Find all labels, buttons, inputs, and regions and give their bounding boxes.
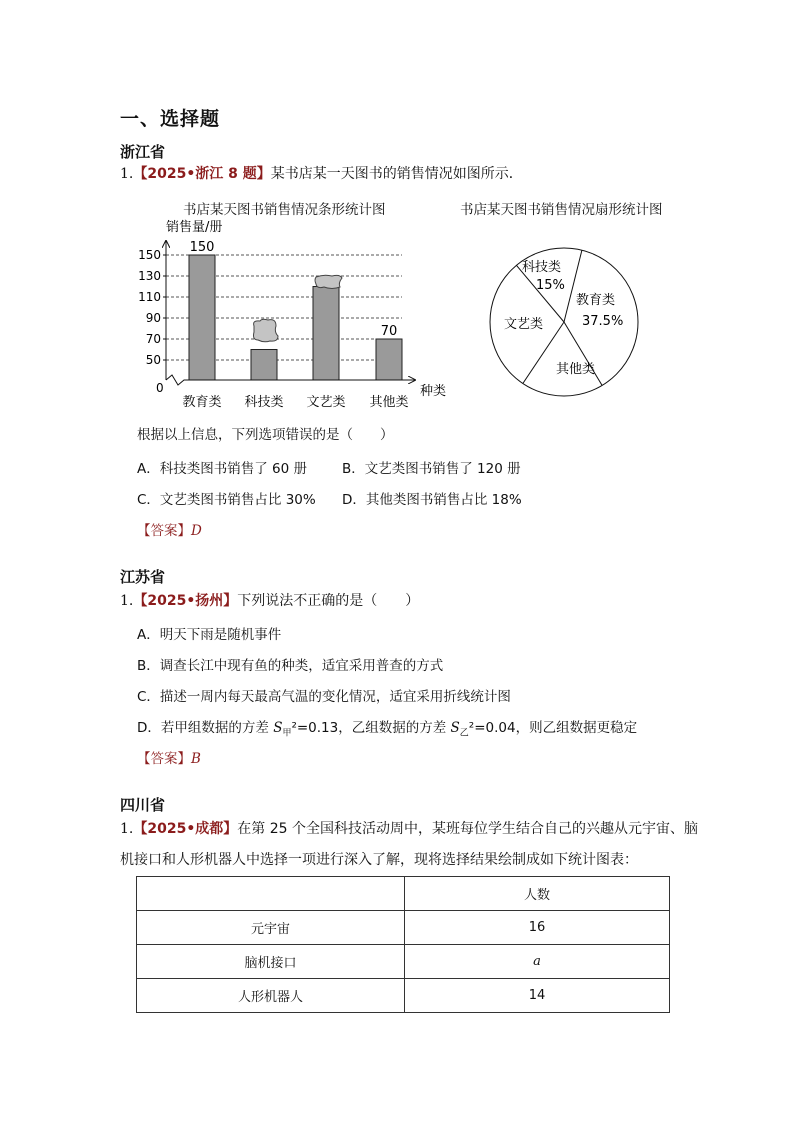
option-d-mid: ²=0.13，乙组数据的方差 (291, 720, 451, 736)
answer-value: D (191, 523, 202, 539)
y-tick-label: 130 (138, 269, 161, 283)
x-tick-label: 科技类 (244, 395, 284, 410)
table-row (137, 979, 670, 1013)
pie-label-wenyi: 文艺类 (504, 317, 544, 332)
question-text: 下列说法不正确的是（ ） (237, 593, 420, 609)
answer-value: B (191, 751, 201, 767)
table-cell: 元宇宙 (137, 911, 405, 945)
table-row (137, 911, 670, 945)
answer-label: 【答案】 (137, 523, 191, 539)
question-number: 1. (120, 821, 134, 837)
statistics-table (136, 876, 670, 1013)
pie-chart-title: 书店某天图书销售情况扇形统计图 (460, 202, 663, 218)
y-tick-label: 150 (138, 248, 161, 262)
x-tick-label: 教育类 (182, 395, 222, 410)
q2-option-d[interactable] (137, 716, 637, 739)
province-heading-zhejiang: 浙江省 (120, 143, 166, 161)
question-2-stem (120, 591, 419, 611)
pie-label-keji: 科技类 (522, 260, 562, 275)
question-text: 在第 25 个全国科技活动周中，某班每位学生结合自己的兴趣从元宇宙、脑 (237, 821, 698, 837)
y-tick-label: 70 (145, 332, 161, 346)
option-d-prefix: D．若甲组数据的方差 (137, 720, 274, 736)
bar (189, 255, 215, 380)
data-label: 70 (380, 324, 398, 339)
question-1-stem (120, 164, 523, 184)
question-number: 1. (120, 166, 134, 182)
x-axis-label: 种类 (420, 384, 447, 399)
question-3-stem-line2: 机接口和人形机器人中选择一项进行深入了解，现将选择结果绘制成如下统计图表： (120, 852, 638, 868)
pie-value-jiaoyu: 37.5% (582, 314, 624, 329)
section-title: 一、选择题 (120, 108, 221, 130)
y-axis-label: 销售量/册 (166, 220, 223, 235)
data-label: 150 (189, 240, 215, 255)
q1-option-b[interactable]: B．文艺类图书销售了 120 册 (342, 461, 521, 477)
province-heading-sichuan: 四川省 (120, 796, 166, 814)
bar (376, 339, 402, 380)
y-tick-label: 110 (138, 290, 161, 304)
table-header-row (137, 877, 670, 911)
pie-label-jiaoyu: 教育类 (576, 293, 616, 308)
x-tick-label: 其他类 (369, 395, 409, 410)
q1-option-c[interactable]: C．文艺类图书销售占比 30% (137, 492, 316, 508)
question-1-prompt: 根据以上信息，下列选项错误的是（ ） (137, 427, 394, 443)
q2-option-a[interactable]: A．明天下雨是随机事件 (137, 627, 282, 643)
bar-chart (130, 215, 460, 415)
question-source: 【2025•成都】 (133, 821, 238, 837)
pie-label-qita: 其他类 (556, 362, 596, 377)
q1-option-d[interactable]: D．其他类图书销售占比 18% (342, 492, 522, 508)
obscured-mark-wenyi (315, 275, 342, 288)
question-number: 1. (120, 593, 134, 609)
subscript-yi: 乙 (459, 728, 469, 739)
table-header-cell: 人数 (405, 877, 670, 911)
table-cell: a (405, 945, 670, 979)
answer-label: 【答案】 (137, 751, 191, 767)
table-header-cell (137, 877, 405, 911)
table-cell: 人形机器人 (137, 979, 405, 1013)
q2-answer (137, 747, 201, 767)
x-tick-labels (182, 394, 408, 410)
bar (251, 350, 277, 381)
question-source: 【2025•浙江 8 题】 (133, 166, 271, 182)
x-tick-label: 文艺类 (306, 395, 346, 410)
question-text: 某书店某一天图书的销售情况如图所示． (270, 166, 523, 182)
pie-chart (486, 244, 646, 404)
y-tick-label: 50 (145, 353, 161, 367)
bar-chart-title: 书店某天图书销售情况条形统计图 (183, 202, 386, 218)
q2-option-b[interactable]: B．调查长江中现有鱼的种类，适宜采用普查的方式 (137, 658, 444, 674)
table-row (137, 945, 670, 979)
question-3-stem-line1 (120, 819, 698, 839)
question-source: 【2025•扬州】 (133, 593, 238, 609)
q1-answer (137, 519, 202, 539)
province-heading-jiangsu: 江苏省 (120, 568, 166, 586)
pie-value-keji: 15% (536, 278, 565, 293)
table-cell: 16 (405, 911, 670, 945)
y-tick-labels (138, 248, 161, 367)
q1-option-a[interactable]: A．科技类图书销售了 60 册 (137, 461, 307, 477)
option-d-suffix: ²=0.04，则乙组数据更稳定 (468, 720, 638, 736)
table-cell: 脑机接口 (137, 945, 405, 979)
q2-option-c[interactable]: C．描述一周内每天最高气温的变化情况，适宜采用折线统计图 (137, 689, 511, 705)
obscured-mark-keji (254, 319, 279, 342)
origin-label: 0 (156, 381, 164, 395)
y-tick-label: 90 (145, 311, 161, 325)
bar (313, 287, 339, 381)
variance-symbol: S (273, 720, 283, 736)
variance-symbol: S (450, 720, 460, 736)
subscript-jia: 甲 (282, 728, 292, 739)
table-cell: 14 (405, 979, 670, 1013)
bars (189, 240, 402, 380)
